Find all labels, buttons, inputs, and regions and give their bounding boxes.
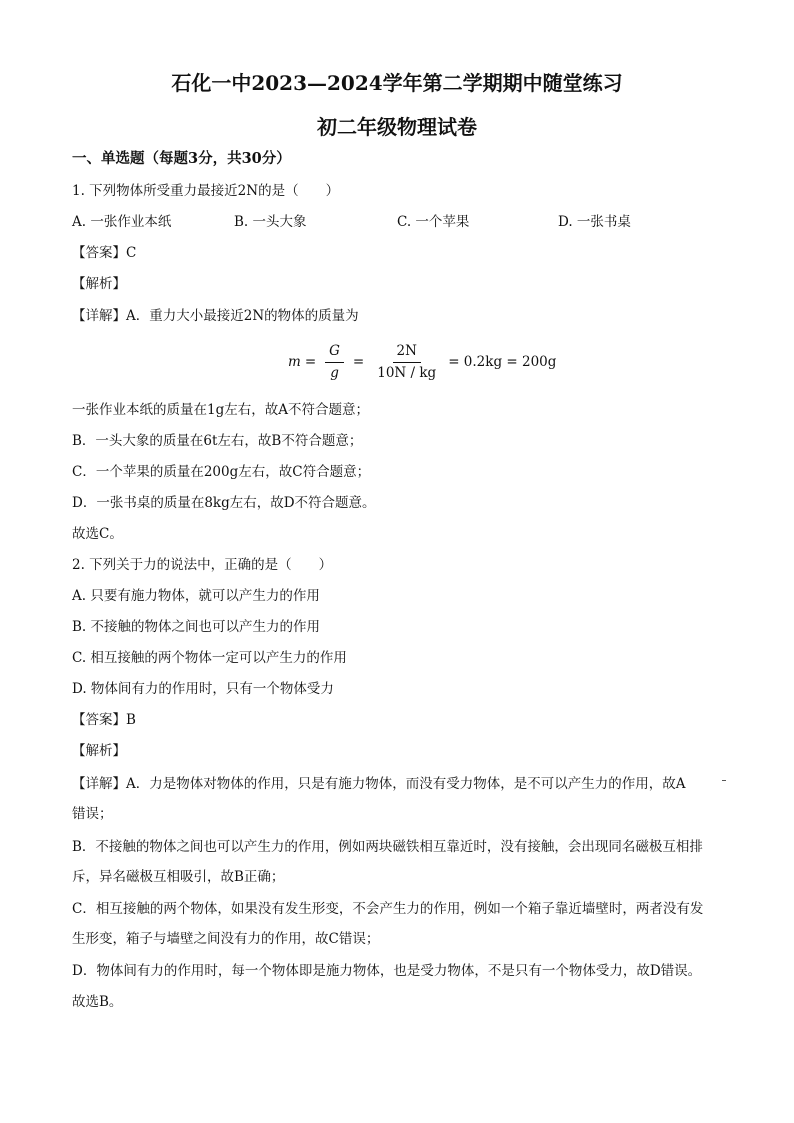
q2-stem: 2. 下列关于力的说法中，正确的是（ ） bbox=[72, 557, 333, 573]
q1-answer: 【答案】C bbox=[72, 245, 137, 261]
q2-explanation-line: B．不接触的物体之间也可以产生力的作用，例如两块磁铁相互靠近时，没有接触，会出现同名磁极互相排 bbox=[72, 839, 703, 855]
q1-option-b: B. 一头大象 bbox=[234, 214, 307, 230]
q1-option-a: A. 一张作业本纸 bbox=[72, 214, 172, 230]
section-heading: 一、单选题（每题3分，共30分） bbox=[72, 150, 291, 167]
q2-explanation-line: 【详解】A．力是物体对物体的作用，只是有施力物体，而没有受力物体，是不可以产生力的作用，故A bbox=[72, 776, 686, 792]
q2-explanation-line: 错误； bbox=[72, 806, 113, 822]
q2-explanation-line: 斥，异名磁极互相吸引，故B正确； bbox=[72, 869, 285, 885]
formula-eq1: = bbox=[304, 354, 317, 370]
q1-analysis-label: 【解析】 bbox=[72, 276, 126, 292]
scan-mark bbox=[722, 780, 726, 781]
formula-fraction-1 bbox=[325, 343, 344, 382]
fraction-1-denominator: g bbox=[330, 364, 339, 381]
q2-explanation-line: 生形变，箱子与墙壁之间没有力的作用，故C错误； bbox=[72, 931, 380, 947]
q1-option-c: C. 一个苹果 bbox=[397, 214, 470, 230]
document-title: 石化一中2023—2024学年第二学期期中随堂练习 bbox=[171, 71, 623, 95]
q2-answer: 【答案】B bbox=[72, 712, 136, 728]
q1-explanation-line: 一张作业本纸的质量在1g左右，故A不符合题意； bbox=[72, 402, 369, 418]
q2-analysis-label: 【解析】 bbox=[72, 743, 126, 759]
fraction-1-numerator: G bbox=[325, 343, 344, 363]
document-subtitle: 初二年级物理试卷 bbox=[317, 115, 477, 139]
q1-stem: 1. 下列物体所受重力最接近2N的是（ ） bbox=[72, 183, 340, 199]
formula-lhs: m bbox=[288, 354, 301, 370]
q1-option-d: D. 一张书桌 bbox=[558, 214, 631, 230]
q1-conclusion: 故选C。 bbox=[72, 526, 123, 542]
formula-rhs: = 0.2kg = 200g bbox=[448, 354, 557, 370]
formula-fraction-2 bbox=[373, 343, 440, 382]
mass-formula bbox=[288, 340, 556, 384]
q2-conclusion: 故选B。 bbox=[72, 994, 123, 1010]
q2-explanation-line: C．相互接触的两个物体，如果没有发生形变，不会产生力的作用，例如一个箱子靠近墙壁时，两者没有发 bbox=[72, 901, 704, 917]
q1-explanation-line: D．一张书桌的质量在8kg左右，故D不符合题意。 bbox=[72, 495, 376, 511]
q2-option-a: A. 只要有施力物体，就可以产生力的作用 bbox=[72, 588, 320, 604]
q2-explanation-line: D．物体间有力的作用时，每一个物体即是施力物体，也是受力物体，不是只有一个物体受力，故D错误。 bbox=[72, 963, 702, 979]
q1-explanation-line: C．一个苹果的质量在200g左右，故C符合题意； bbox=[72, 464, 371, 480]
q1-detail-intro: 【详解】A．重力大小最接近2N的物体的质量为 bbox=[72, 308, 359, 324]
q2-option-d: D. 物体间有力的作用时，只有一个物体受力 bbox=[72, 681, 334, 697]
fraction-2-denominator: 10N / kg bbox=[377, 364, 437, 381]
q2-option-b: B. 不接触的物体之间也可以产生力的作用 bbox=[72, 619, 321, 635]
formula-eq2: = bbox=[352, 354, 365, 370]
fraction-2-numerator: 2N bbox=[393, 343, 421, 363]
q1-explanation-line: B．一头大象的质量在6t左右，故B不符合题意； bbox=[72, 433, 363, 449]
q2-option-c: C. 相互接触的两个物体一定可以产生力的作用 bbox=[72, 650, 347, 666]
